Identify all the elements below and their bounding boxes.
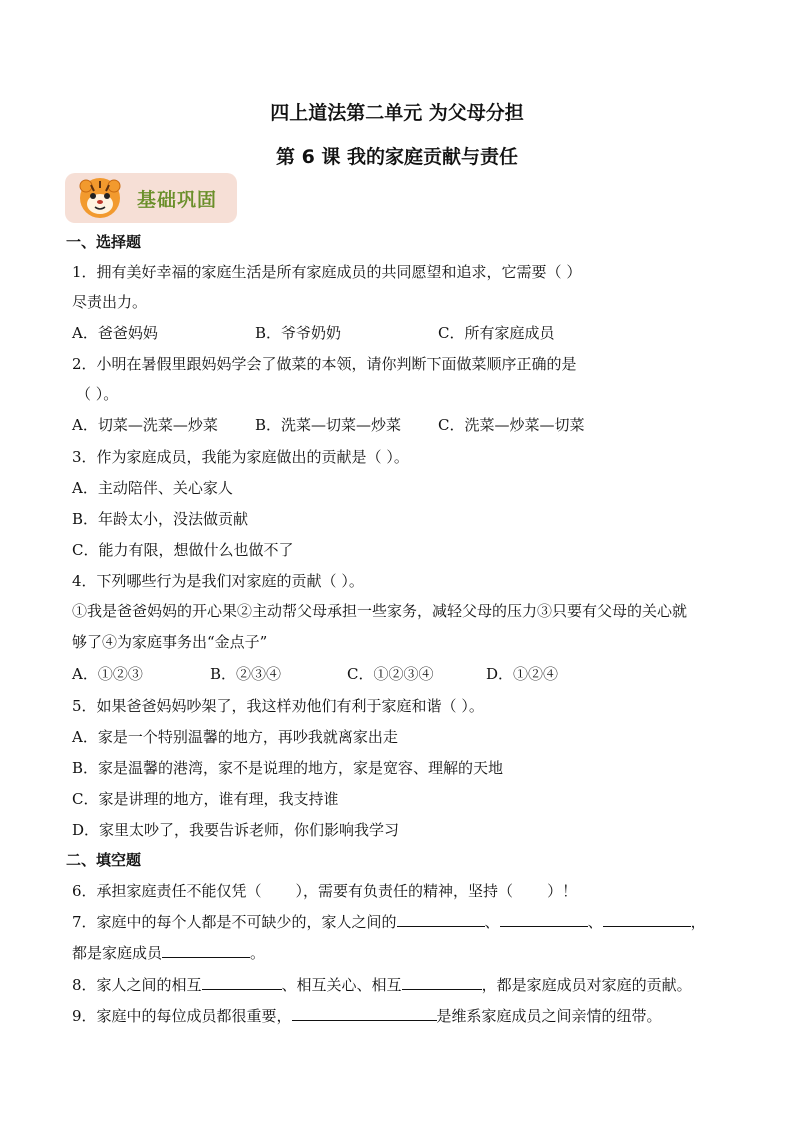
question-9 xyxy=(72,1006,662,1026)
q4-option-b: B．②③④ xyxy=(210,665,282,683)
q7-line2-b: 。 xyxy=(250,944,266,962)
q8-blank-2[interactable] xyxy=(402,975,482,990)
q1-option-c: C．所有家庭成员 xyxy=(438,324,555,342)
q5-option-a: A．家是一个特别温馨的地方，再吵我就离家出走 xyxy=(72,728,398,746)
q4-option-d: D．①②④ xyxy=(486,665,559,683)
q5-option-d: D．家里太吵了，我要告诉老师，你们影响我学习 xyxy=(72,821,400,839)
q1-option-a: A．爸爸妈妈 xyxy=(72,324,158,342)
q2-option-a: A．切菜—洗菜—炒菜 xyxy=(72,416,218,434)
q2-option-c: C．洗菜—炒菜—切菜 xyxy=(438,416,585,434)
q7-blank-2[interactable] xyxy=(500,912,588,927)
q8-part-c: ，都是家庭成员对家庭的贡献。 xyxy=(481,976,692,994)
q9-part-b: 是维系家庭成员之间亲情的纽带。 xyxy=(436,1007,662,1025)
question-7 xyxy=(72,912,706,932)
q3-option-a: A．主动陪伴、关心家人 xyxy=(72,479,233,497)
q2-option-b: B．洗菜—切菜—炒菜 xyxy=(255,416,402,434)
section-heading-choice: 一、选择题 xyxy=(66,233,142,251)
question-1: 1．拥有美好幸福的家庭生活是所有家庭成员的共同愿望和追求，它需要（ ） xyxy=(72,263,582,281)
question-5: 5．如果爸爸妈妈吵架了，我这样劝他们有利于家庭和谐（ ）。 xyxy=(72,697,484,715)
q7-blank-3[interactable] xyxy=(603,912,691,927)
q9-blank-1[interactable] xyxy=(292,1006,437,1021)
q7-blank-1[interactable] xyxy=(397,912,485,927)
question-6 xyxy=(72,881,577,901)
section-heading-fill: 二、填空题 xyxy=(66,851,142,869)
question-4-statements-continuation: 够了④为家庭事务出“金点子” xyxy=(72,633,268,651)
q7-end: ， xyxy=(690,913,706,931)
q5-option-b: B．家是温馨的港湾，家不是说理的地方，家是宽容、理解的天地 xyxy=(72,759,504,777)
q5-option-c: C．家是讲理的地方，谁有理，我支持谁 xyxy=(72,790,339,808)
q3-option-b: B．年龄太小，没法做贡献 xyxy=(72,510,249,528)
question-8 xyxy=(72,975,692,995)
q8-blank-1[interactable] xyxy=(202,975,282,990)
question-3: 3．作为家庭成员，我能为家庭做出的贡献是（ ）。 xyxy=(72,448,409,466)
q8-part-a: 8．家人之间的相互 xyxy=(72,976,202,994)
q6-part-b: ），需要有负责任的精神，坚持（ xyxy=(295,882,514,900)
question-4: 4．下列哪些行为是我们对家庭的贡献（ ）。 xyxy=(72,572,364,590)
q7-separator-1: 、 xyxy=(484,913,500,931)
question-2: 2．小明在暑假里跟妈妈学会了做菜的本领，请你判断下面做菜顺序正确的是 xyxy=(72,355,577,373)
tiger-face-icon xyxy=(79,177,121,219)
question-2-continuation: （ ）。 xyxy=(76,385,119,403)
question-7-continuation xyxy=(72,943,265,963)
q4-option-a: A．①②③ xyxy=(72,665,143,683)
q8-part-b: 、相互关心、相互 xyxy=(281,976,402,994)
q7-line2-a: 都是家庭成员 xyxy=(72,944,163,962)
q6-part-a: 6．承担家庭责任不能仅凭（ xyxy=(72,882,262,900)
lesson-title: 第 6 课 我的家庭贡献与责任 xyxy=(275,146,519,168)
document-title: 四上道法第二单元 为父母分担 xyxy=(270,102,524,124)
q1-option-b: B．爷爷奶奶 xyxy=(255,324,342,342)
q6-part-c: ）！ xyxy=(547,882,578,900)
q3-option-c: C．能力有限，想做什么也做不了 xyxy=(72,541,294,559)
q4-option-c: C．①②③④ xyxy=(347,665,434,683)
badge-label: 基础巩固 xyxy=(137,189,218,211)
q7-part-a: 7．家庭中的每个人都是不可缺少的，家人之间的 xyxy=(72,913,397,931)
question-4-statements: ①我是爸爸妈妈的开心果②主动帮父母承担一些家务，减轻父母的压力③只要有父母的关心就 xyxy=(72,602,688,620)
section-badge xyxy=(65,173,237,223)
q7-separator-2: 、 xyxy=(587,913,603,931)
question-1-continuation: 尽责出力。 xyxy=(72,293,148,311)
q7-blank-4[interactable] xyxy=(162,943,250,958)
q9-part-a: 9．家庭中的每位成员都很重要， xyxy=(72,1007,292,1025)
